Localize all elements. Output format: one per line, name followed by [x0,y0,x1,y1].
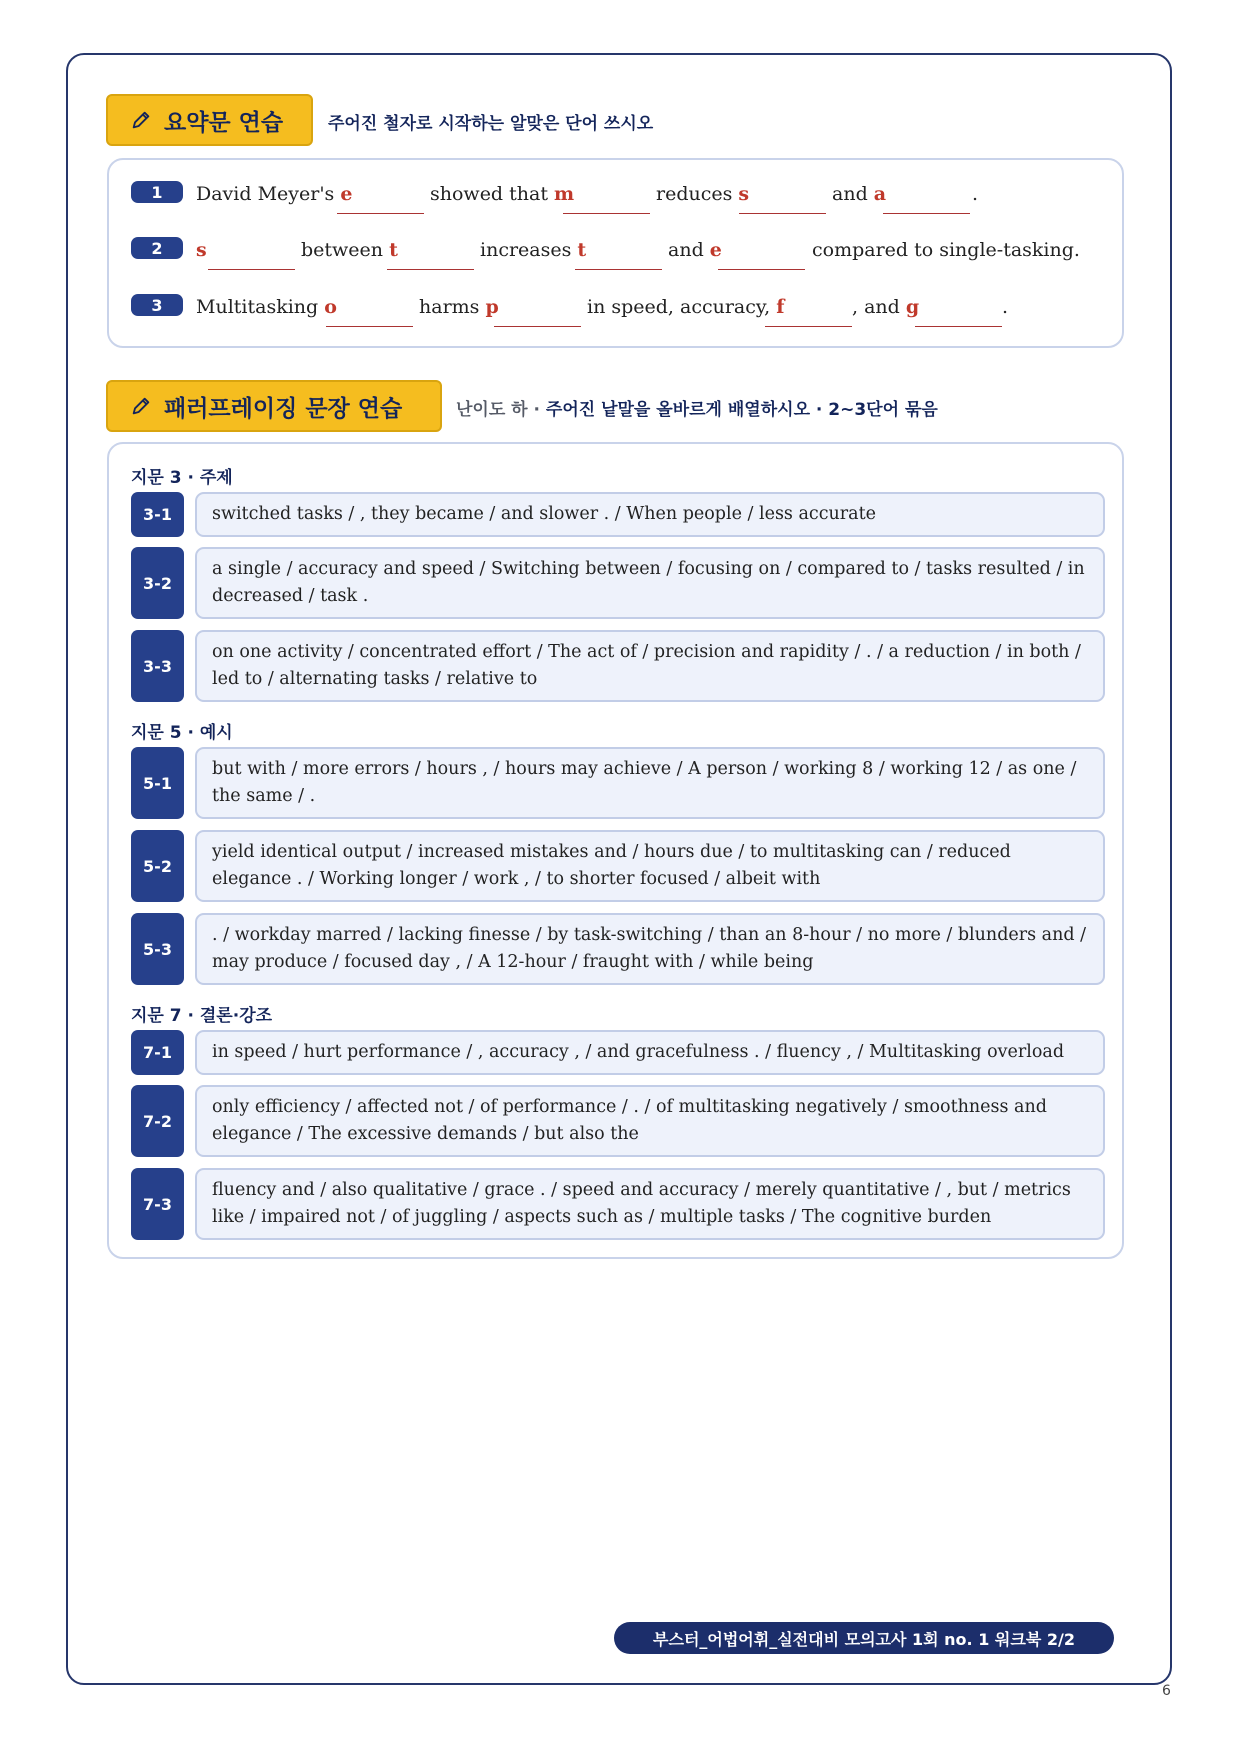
summary-text: compared to single-tasking. [812,239,1080,261]
summary-text: . [972,183,979,205]
passage-label: 지문 3 · 주제 [131,468,233,488]
paraphrase-section-title: 패러프레이징 문장 연습 [164,395,403,422]
word-chunk-box [195,830,1105,902]
difficulty-label: 난이도 하 · [456,400,540,420]
answer-blank[interactable] [765,325,852,327]
word-chunk-box [195,1030,1105,1075]
passage-label: 지문 5 · 예시 [131,723,233,743]
summary-text: . [1002,296,1009,318]
answer-blank[interactable] [563,212,650,214]
summary-number-badge: 2 [131,237,183,259]
summary-text: showed that m [430,183,575,205]
question-badge: 5-3 [131,913,184,985]
pencil-icon [130,395,152,417]
answer-blank[interactable] [494,325,581,327]
answer-blank[interactable] [208,268,295,270]
summary-section-title: 요약문 연습 [164,109,284,136]
summary-text: in speed, accuracy, f [587,296,785,318]
answer-blank[interactable] [739,212,826,214]
word-chunks: a single / accuracy and speed / Switching between / focusing on / compared to / tasks resulted / in decreased / task . [212,559,1085,606]
pencil-icon [130,109,152,131]
word-chunk-box [195,547,1105,619]
word-chunks: on one activity / concentrated effort / The act of / precision and rapidity / . / a reduction / in both / led to / alternating tasks / relative to [212,642,1081,689]
question-badge: 7-2 [131,1085,184,1157]
question-badge: 3-1 [131,492,184,537]
question-badge: 5-2 [131,830,184,902]
word-chunk-box [195,630,1105,702]
answer-blank[interactable] [387,268,474,270]
passage-label: 지문 7 · 결론·강조 [131,1006,273,1026]
answer-blank[interactable] [326,325,413,327]
word-chunks: only efficiency / affected not / of performance / . / of multitasking negatively / smoothness and elegance / The excessive demands / but also the [212,1097,1047,1144]
page-number: 6 [1162,1683,1171,1699]
summary-text: s [196,239,207,261]
answer-blank[interactable] [337,212,424,214]
word-chunks: in speed / hurt performance / , accuracy , / and gracefulness . / fluency , / Multitasking overload [212,1042,1065,1062]
summary-text: harms p [419,296,499,318]
word-chunk-box [195,913,1105,985]
summary-text: David Meyer's e [196,183,353,205]
summary-text: and a [832,183,887,205]
summary-number-badge: 1 [131,181,183,203]
summary-instruction: 주어진 철자로 시작하는 알맞은 단어 쓰시오 [328,114,654,134]
summary-section-tag [106,94,313,146]
summary-text: increases t [480,239,587,261]
word-chunks: . / workday marred / lacking finesse / by task-switching / than an 8-hour / no more / blunders and / may produce / focused day , / A 12-hour / fraught with / while being [212,925,1087,972]
answer-blank[interactable] [883,212,970,214]
summary-text: reduces s [656,183,750,205]
answer-blank[interactable] [718,268,805,270]
summary-number-badge: 3 [131,294,183,316]
word-chunk-box [195,1168,1105,1240]
question-badge: 5-1 [131,747,184,819]
question-badge: 7-3 [131,1168,184,1240]
summary-text: , and g [852,296,920,318]
summary-text: and e [668,239,722,261]
word-chunks: but with / more errors / hours , / hours may achieve / A person / working 8 / working 12 / as one / the same / . [212,759,1077,806]
answer-blank[interactable] [915,325,1002,327]
question-badge: 7-1 [131,1030,184,1075]
question-badge: 3-2 [131,547,184,619]
word-chunks: yield identical output / increased mistakes and / hours due / to multitasking can / reduced elegance . / Working longer / work , / to shorter focused / albeit with [212,842,1011,889]
summary-text: Multitasking o [196,296,337,318]
paraphrase-section-tag [106,380,442,432]
footer-badge: 부스터_어법어휘_실전대비 모의고사 1회 no. 1 워크북 2/2 [614,1622,1114,1654]
word-chunks: switched tasks / , they became / and slower . / When people / less accurate [212,504,876,524]
paraphrase-instruction: 난이도 하 · 주어진 낱말을 올바르게 배열하시오 · 2~3단어 묶음 [456,400,938,420]
summary-text: between t [301,239,398,261]
word-chunk-box [195,1085,1105,1157]
word-chunk-box [195,747,1105,819]
word-chunk-box [195,492,1105,537]
word-chunks: fluency and / also qualitative / grace . / speed and accuracy / merely quantitative / , but / metrics like / impaired not / of juggling / aspects such as / multiple tasks / The cognitive burden [212,1180,1071,1227]
answer-blank[interactable] [575,268,662,270]
question-badge: 3-3 [131,630,184,702]
